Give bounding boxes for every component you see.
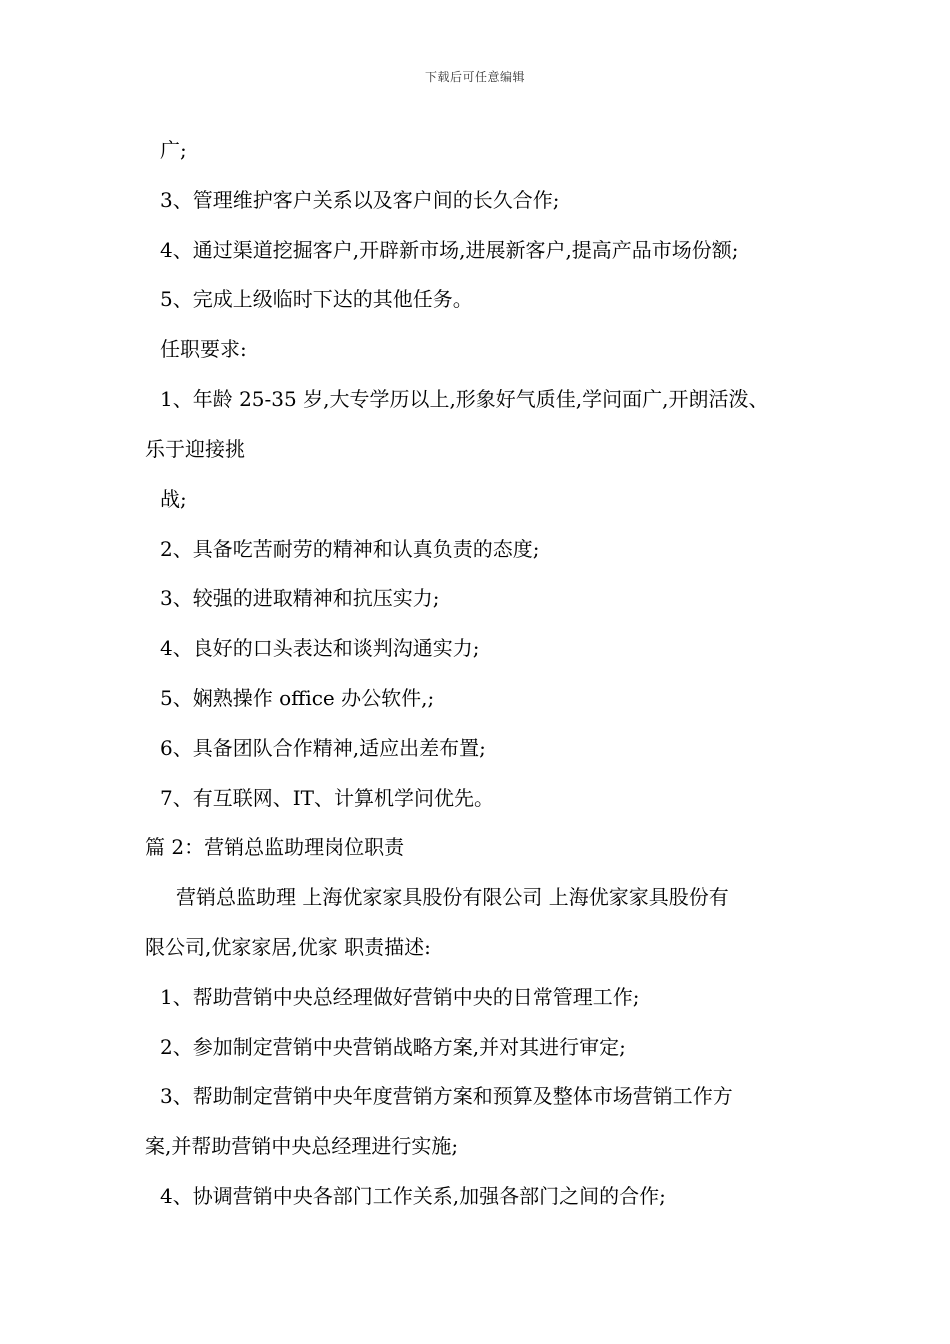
text-line: 营销总监助理 上海优家家具股份有限公司 上海优家家具股份有	[176, 885, 729, 909]
text-line: 2、具备吃苦耐劳的精神和认真负责的态度;	[160, 537, 540, 561]
text-line: 3、帮助制定营销中央年度营销方案和预算及整体市场营销工作方	[160, 1084, 733, 1108]
text-line: 3、管理维护客户关系以及客户间的长久合作;	[160, 188, 560, 212]
text-line: 1、帮助营销中央总经理做好营销中央的日常管理工作;	[160, 985, 640, 1009]
text-line: 广;	[160, 138, 187, 162]
text-line: 7、有互联网、IT、计算机学问优先。	[160, 786, 494, 810]
page-header: 下载后可任意编辑	[424, 70, 525, 84]
text-line: 乐于迎接挑	[145, 437, 245, 461]
text-line: 4、通过渠道挖掘客户,开辟新市场,进展新客户,提高产品市场份额;	[160, 238, 739, 262]
text-line: 案,并帮助营销中央总经理进行实施;	[145, 1134, 459, 1158]
text-line: 6、具备团队合作精神,适应出差布置;	[160, 736, 486, 760]
text-line: 4、协调营销中央各部门工作关系,加强各部门之间的合作;	[160, 1184, 666, 1208]
text-line: 3、较强的进取精神和抗压实力;	[160, 586, 440, 610]
text-line: 4、良好的口头表达和谈判沟通实力;	[160, 636, 480, 660]
text-line: 战;	[160, 487, 187, 511]
text-line: 1、年龄 25-35 岁,大专学历以上,形象好气质佳,学问面广,开朗活泼、	[160, 387, 769, 411]
text-line: 5、娴熟操作 office 办公软件,;	[160, 686, 435, 710]
text-line: 2、参加制定营销中央营销战略方案,并对其进行审定;	[160, 1035, 626, 1059]
section-heading: 任职要求:	[160, 337, 247, 361]
text-line: 限公司,优家家居,优家 职责描述:	[145, 935, 431, 959]
section-heading: 篇 2：营销总监助理岗位职责	[145, 835, 405, 859]
text-line: 5、完成上级临时下达的其他任务。	[160, 287, 473, 311]
